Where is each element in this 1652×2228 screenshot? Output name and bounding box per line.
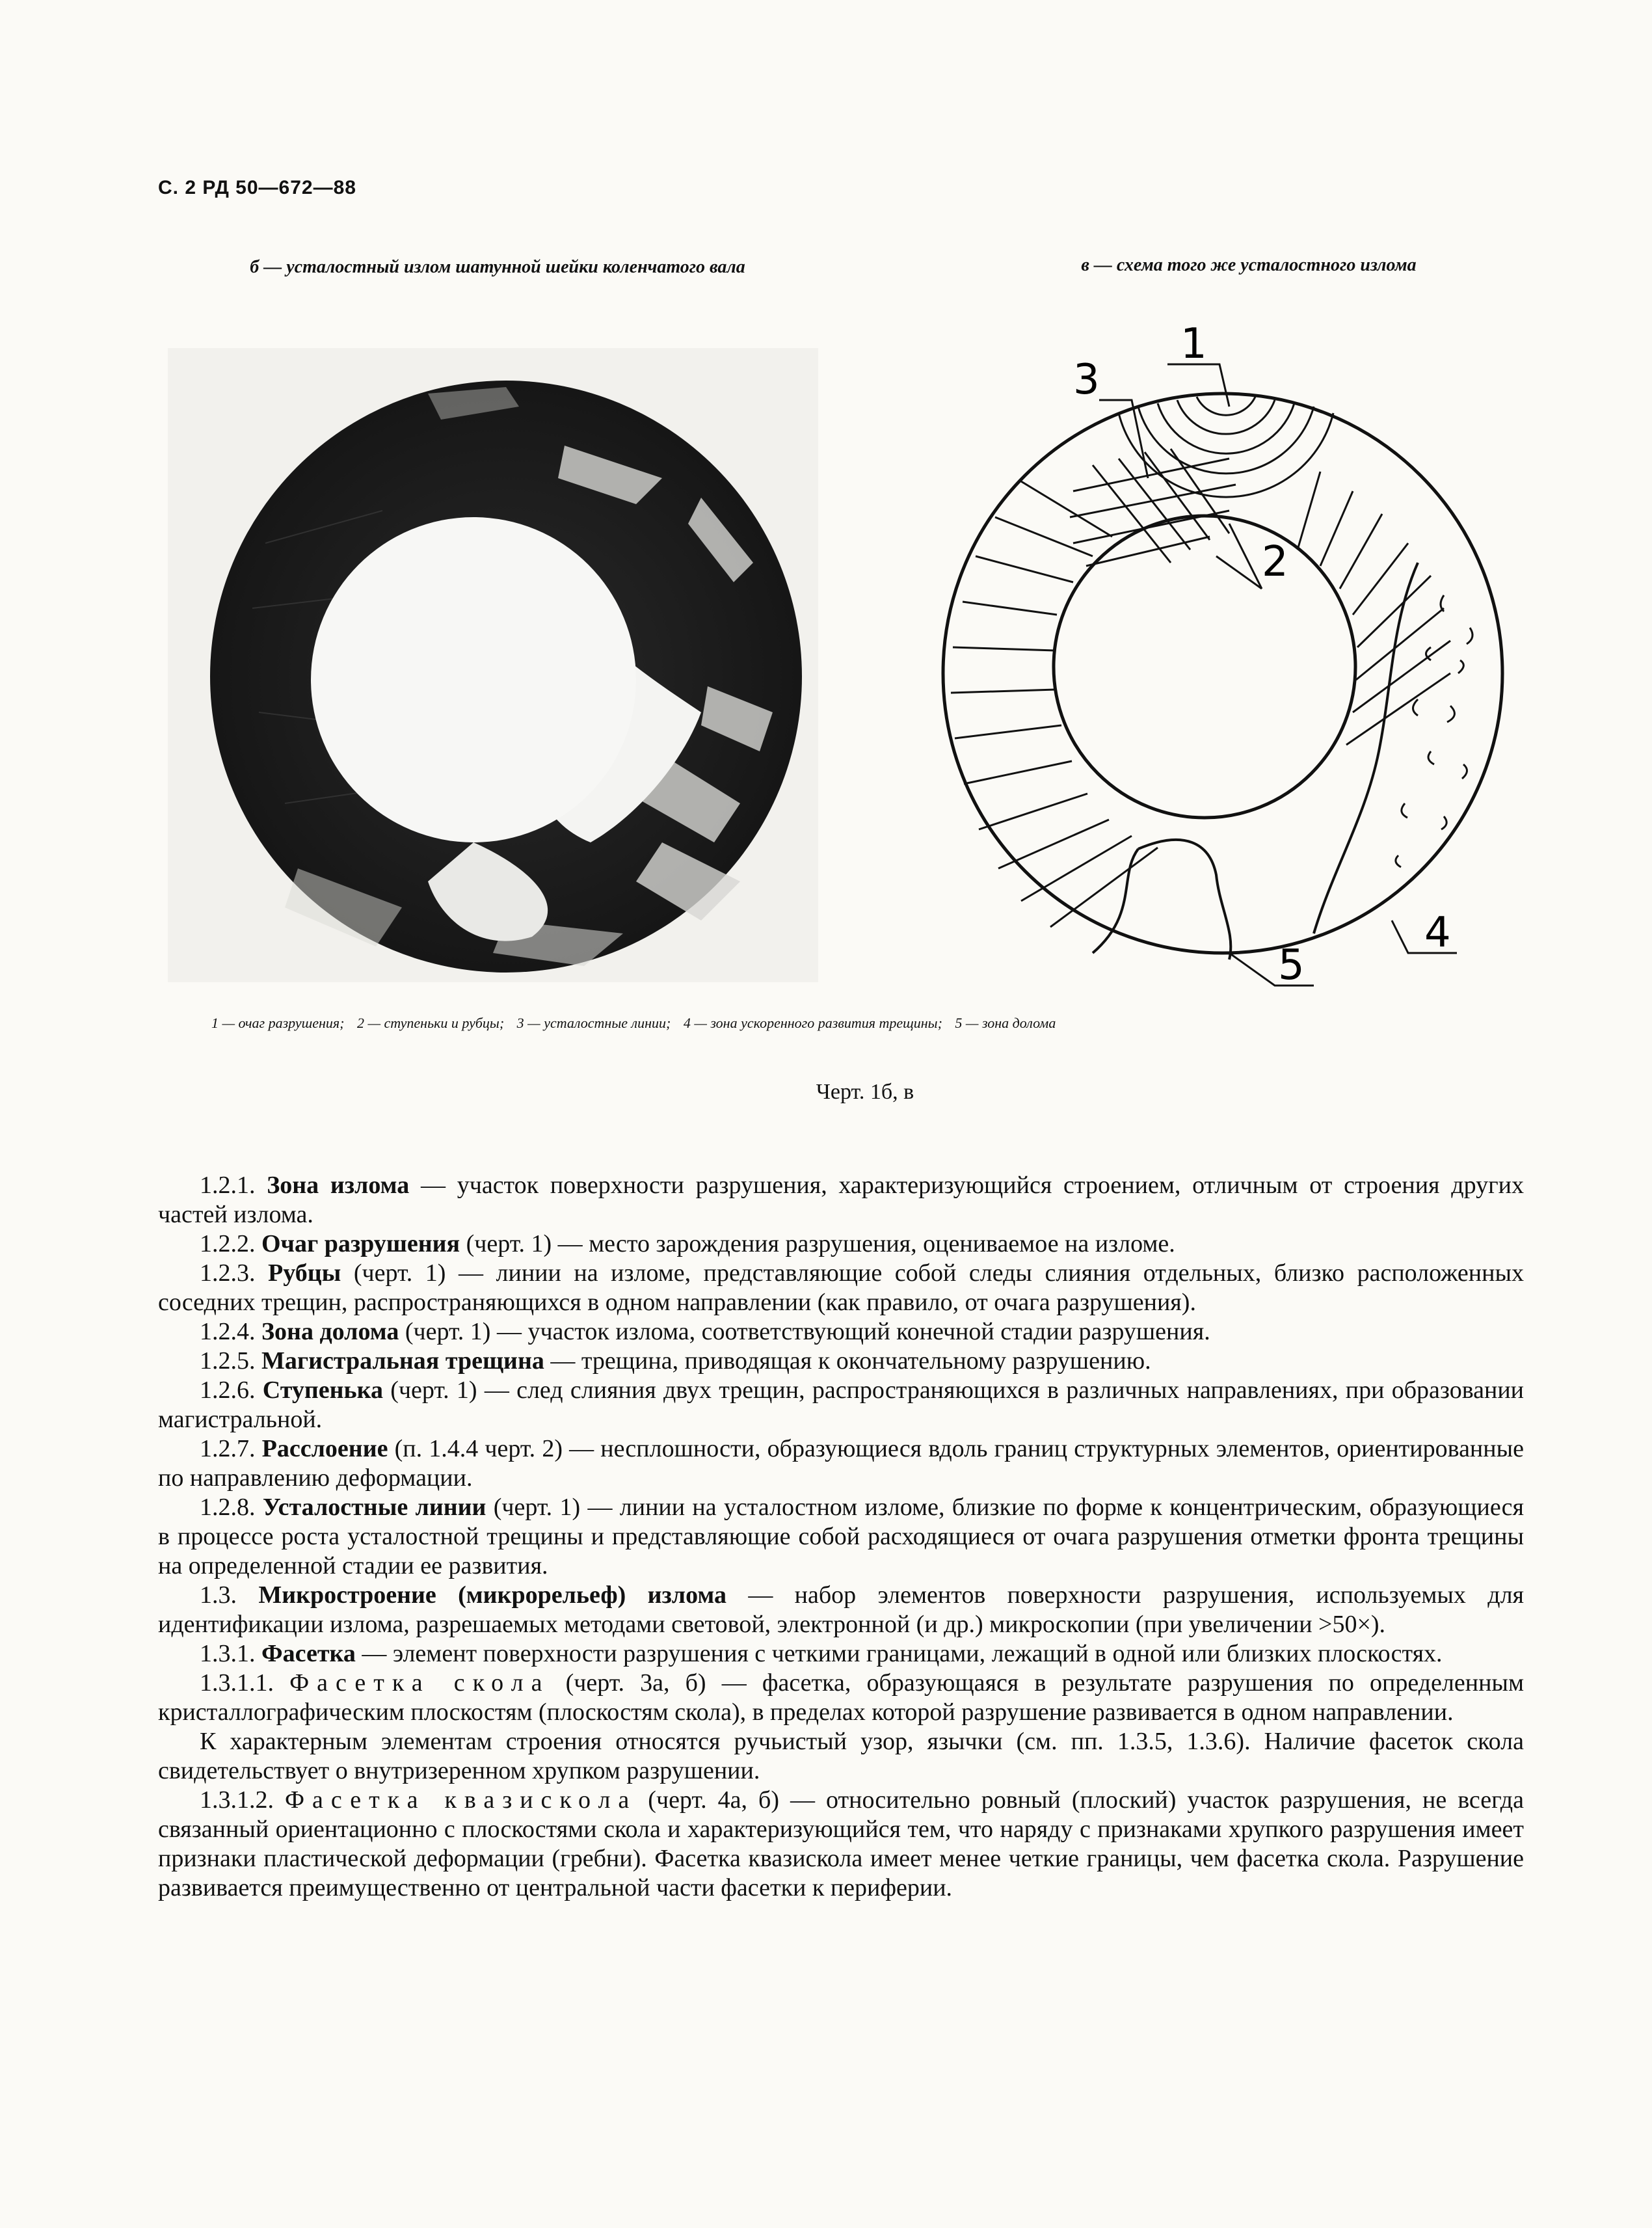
paragraph-term: Ступенька xyxy=(262,1376,383,1404)
paragraph xyxy=(158,1727,1524,1786)
paragraph-number: 1.2.2. xyxy=(200,1230,261,1257)
paragraph-term: Магистральная трещина xyxy=(261,1347,544,1375)
legend-item: 2 — ступеньки и рубцы; xyxy=(356,1015,505,1031)
paragraph-term: Рубцы xyxy=(268,1259,341,1287)
paragraph-number: 1.3.1.1. xyxy=(200,1669,290,1697)
paragraph-number: 1.3.1.2. xyxy=(200,1786,285,1814)
paragraph-text: — трещина, приводящая к окончательному разрушению. xyxy=(544,1347,1151,1375)
paragraph-term: Зона долома xyxy=(261,1318,399,1345)
paragraph xyxy=(158,1259,1524,1317)
paragraph-number: 1.2.4. xyxy=(200,1318,261,1345)
paragraph-term: Усталостные линии xyxy=(262,1494,486,1521)
legend-item: 1 — очаг разрушения; xyxy=(211,1015,345,1031)
paragraph-number: 1.3.1. xyxy=(200,1640,261,1667)
paragraph-term: Фасетка xyxy=(261,1640,356,1667)
paragraph xyxy=(158,1434,1524,1493)
fracture-photo xyxy=(168,348,818,982)
paragraph-text: (черт. 1) — участок излома, соответствующий конечной стадии разрушения. xyxy=(399,1318,1210,1345)
figure-caption-b: б — усталостный излом шатунной шейки коленчатого вала xyxy=(250,257,745,277)
body-text xyxy=(158,1171,1524,1903)
fracture-scheme xyxy=(924,309,1509,999)
scheme-outer-ring xyxy=(943,394,1502,953)
paragraph-text: (черт. 1) — след слияния двух трещин, распространяющихся в различных направлениях, при образовании магистральной. xyxy=(158,1376,1525,1433)
scheme-label-5: 5 xyxy=(1278,941,1305,989)
scheme-label-2: 2 xyxy=(1262,538,1288,586)
paragraph xyxy=(158,1347,1524,1376)
paragraph-number: 1.2.6. xyxy=(200,1376,263,1404)
page-header: С. 2 РД 50—672—88 xyxy=(158,177,356,198)
paragraph-text: — набор элементов поверхности разрушения, используемых для идентификации излома, разрешаемых методами световой, электронной (и др.) микроскопии (при увеличении >50×). xyxy=(158,1581,1525,1638)
figure-caption-c: в — схема того же усталостного излома xyxy=(1081,255,1417,275)
paragraph xyxy=(158,1493,1524,1581)
hatching-lines xyxy=(951,472,1450,927)
paragraph-number: 1.2.3. xyxy=(200,1259,269,1287)
scheme-label-3: 3 xyxy=(1073,356,1100,404)
paragraph-number: 1.2.1. xyxy=(200,1172,267,1199)
paragraph-term: Очаг разрушения xyxy=(261,1230,460,1257)
paragraph-text: (черт. 1) — место зарождения разрушения, оцениваемое на изломе. xyxy=(460,1230,1175,1257)
paragraph xyxy=(158,1317,1524,1347)
paragraph-term: Зона излома xyxy=(267,1172,410,1199)
legend-item: 5 — зона долома xyxy=(955,1015,1056,1031)
paragraph-text: (черт. 1) — линии на усталостном изломе, близкие по форме к концентрическим, образующиеся в процессе роста усталостной трещины и представляющие собой расходящиеся от очага разрушения отметки фронта трещины на определенной стадии ее развития. xyxy=(158,1494,1525,1579)
paragraph xyxy=(158,1581,1524,1639)
paragraph-text: К характерным элементам строения относятся ручьистый узор, язычки (см. пп. 1.3.5, 1.3.6). Наличие фасеток скола свидетельствует о внутризеренном хрупком разрушении. xyxy=(158,1728,1524,1784)
paragraph-text: (черт. 3а, б) — фасетка, образующаяся в результате разрушения по определенным кристаллографическим плоскостям (плоскостям скола), в пределах которой разрушение развивается в одном направлении. xyxy=(158,1669,1525,1726)
paragraph xyxy=(158,1171,1524,1229)
steps-and-scars xyxy=(1070,449,1236,566)
figure-label: Черт. 1б, в xyxy=(816,1080,914,1104)
paragraph-number: 1.2.5. xyxy=(200,1347,261,1375)
paragraph-text: — элемент поверхности разрушения с четкими границами, лежащий в одной или близких плоскостях. xyxy=(355,1640,1443,1667)
scheme-label-1: 1 xyxy=(1180,320,1207,368)
paragraph xyxy=(158,1786,1524,1903)
fatigue-lines xyxy=(1119,397,1333,497)
paragraph xyxy=(158,1376,1524,1434)
legend-item: 3 — усталостные линии; xyxy=(516,1015,671,1031)
paragraph-text: (черт. 4а, б) — относительно ровный (плоский) участок разрушения, не всегда связанный ориентационно с плоскостями скола и характеризующийся тем, что наряду с признаками хрупкого разрушения имеет признаки пластической деформации (гребни). Фасетка квазискола имеет менее четкие границы, чем фасетка скола. Разрушение развивается преимущественно от центральной части фасетки к периферии. xyxy=(158,1786,1524,1901)
paragraph-number: 1.2.8. xyxy=(200,1494,263,1521)
paragraph xyxy=(158,1639,1524,1669)
paragraph-number: 1.3. xyxy=(200,1581,259,1609)
paragraph-number: 1.2.7. xyxy=(200,1435,262,1462)
paragraph-term-spaced: Фасетка скола xyxy=(289,1669,550,1697)
figure-legend xyxy=(211,1015,1532,1032)
paragraph xyxy=(158,1229,1524,1259)
paragraph-text: (черт. 1) — линии на изломе, представляющие собой следы слияния отдельных, близко расположенных соседних трещин, распространяющихся в одном направлении (как правило, от очага разрушения). xyxy=(158,1259,1524,1316)
scheme-inner-bore xyxy=(1054,516,1355,818)
paragraph-text: (п. 1.4.4 черт. 2) — несплошности, образующиеся вдоль границ структурных элементов, ориентированные по направлению деформации. xyxy=(158,1435,1525,1492)
paragraph-term-spaced: Фасетка квазискола xyxy=(285,1786,637,1814)
paragraph xyxy=(158,1669,1524,1727)
legend-item: 4 — зона ускоренного развития трещины; xyxy=(683,1015,942,1031)
paragraph-term: Расслоение xyxy=(261,1435,388,1462)
zone-4-marks xyxy=(1396,595,1472,867)
paragraph-text: — участок поверхности разрушения, характеризующийся строением, отличным от строения других частей излома. xyxy=(158,1172,1524,1228)
paragraph-term: Микростроение (микрорельеф) излома xyxy=(258,1581,726,1609)
scheme-label-4: 4 xyxy=(1424,909,1451,957)
